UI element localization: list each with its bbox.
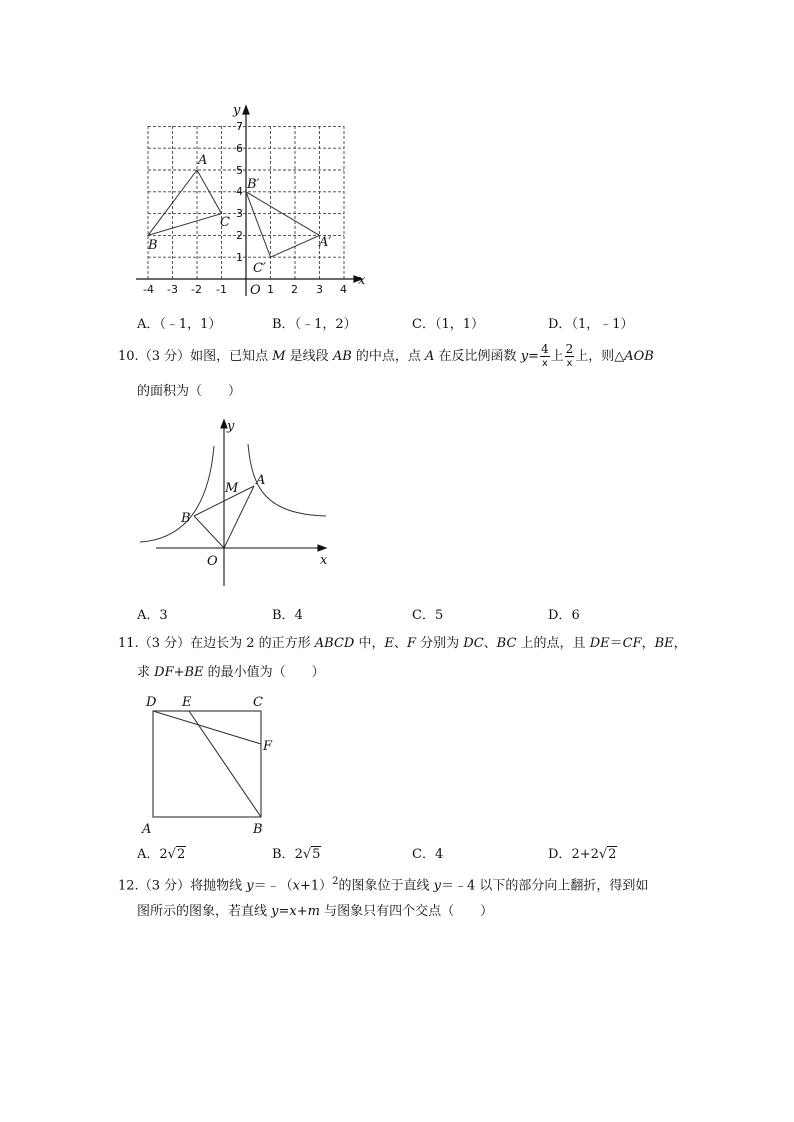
math-op: + (296, 904, 308, 919)
q11-option-a[interactable]: A．2√2 (137, 847, 186, 862)
question-number: 11. (118, 636, 139, 651)
option-text: （﹣1，2） (294, 317, 357, 332)
stem-text: 、 (393, 636, 407, 651)
q9-xtick: 1 (267, 283, 274, 296)
option-letter: A． (137, 608, 160, 623)
math-var: DE (589, 636, 610, 651)
q10-point-m-label: M (225, 481, 239, 496)
option-text: 4 (294, 608, 303, 623)
q11-point-f-label: F (263, 739, 273, 754)
stem-text: 上的点，且 (516, 636, 590, 651)
math-var: ABCD (314, 636, 355, 651)
stem-text: 求 (137, 665, 155, 680)
option-text: 6 (571, 608, 580, 623)
stem-text: 是线段 (285, 349, 333, 364)
sqrt-radicand: 5 (312, 847, 321, 862)
math-var: y (520, 349, 529, 364)
question-score: （3 分） (138, 636, 191, 651)
math-var: CF (622, 636, 642, 651)
math-var: F (406, 636, 417, 651)
fraction-denominator: x (541, 358, 548, 369)
option-letter: A． (137, 317, 160, 332)
q9-y-axis-label: y (233, 103, 241, 118)
q11-stem-line1 (118, 634, 687, 654)
stem-text: ＝﹣4 以下的部分向上翻折，得到如 (441, 878, 649, 894)
option-letter: B． (272, 847, 295, 862)
math-op: ＝ (609, 636, 623, 651)
stem-text: 中， (354, 636, 385, 651)
q9-origin-label: O (250, 283, 261, 298)
option-coefficient: 2+2 (571, 847, 599, 862)
stem-text: 的最小值为（ ） (203, 665, 325, 680)
option-text: （1，﹣1） (571, 317, 634, 332)
q11-stem-line2 (137, 663, 325, 683)
q9-x-axis-label: x (358, 273, 366, 288)
math-var: y (246, 878, 254, 894)
q9-xtick: 4 (340, 283, 347, 296)
option-letter: C． (412, 847, 435, 862)
q10-hyperbola-figure (136, 414, 336, 594)
q10-point-a-label: A (256, 473, 266, 488)
stem-text: ， (673, 636, 687, 651)
math-var: E (384, 636, 394, 651)
fraction-2-over-x (565, 343, 575, 370)
option-letter: D． (548, 847, 572, 862)
math-op: = (528, 349, 539, 364)
math-var: y (271, 904, 279, 919)
math-var: y (433, 878, 441, 894)
stem-text: 的中点，点 (351, 349, 426, 364)
q9-xtick: -4 (143, 283, 154, 296)
sqrt-radicand: 2 (608, 847, 617, 862)
q9-point-b-label: B (148, 238, 158, 253)
math-var: BC (496, 636, 517, 651)
q9-ytick: 7 (236, 120, 243, 133)
option-letter: B． (272, 317, 295, 332)
q9-ytick: 3 (236, 207, 243, 220)
math-var: BE (654, 636, 674, 651)
math-var: AOB (624, 349, 654, 364)
stem-text: 的图象位于直线 (338, 878, 434, 894)
question-number: 12. (118, 878, 139, 894)
q9-ytick: 2 (236, 229, 243, 242)
fraction-numerator: 4 (540, 342, 549, 356)
q10-origin-label: O (207, 554, 218, 569)
option-coefficient: 2 (159, 847, 168, 862)
q11-option-c[interactable] (412, 843, 443, 862)
math-var: AB (332, 349, 352, 364)
q10-stem-line1 (118, 343, 654, 370)
math-var: A (425, 349, 435, 364)
q12-stem-line2 (137, 902, 493, 922)
option-letter: C． (412, 317, 435, 332)
option-text: 3 (159, 608, 168, 623)
q9-point-b-prime-label: B′ (247, 177, 260, 192)
q11-option-d[interactable]: D．2+2√2 (548, 847, 617, 862)
q11-point-d-label: D (146, 695, 157, 710)
fraction-numerator: 2 (565, 342, 574, 356)
fraction-4-over-x (540, 343, 550, 370)
option-text: 5 (434, 608, 444, 623)
q10-option-c[interactable] (412, 604, 443, 623)
option-letter: C． (412, 608, 435, 623)
q9-ytick: 6 (236, 142, 243, 155)
question-number: 10. (118, 349, 139, 364)
option-letter: B． (272, 608, 295, 623)
stem-text: 图所示的图象，若直线 (137, 904, 272, 919)
stem-text: 如图，已知点 (190, 349, 273, 364)
math-var: DC (463, 636, 484, 651)
question-score: （3 分） (138, 349, 191, 364)
q11-option-b[interactable]: B．2√5 (272, 847, 321, 862)
q9-xtick: -2 (191, 283, 202, 296)
q11-square-figure (136, 690, 286, 840)
option-letter: D． (548, 317, 572, 332)
stem-text: 与图象只有四个交点（ ） (319, 904, 494, 919)
sqrt-radicand: 2 (176, 847, 186, 862)
q11-point-b-label: B (253, 822, 263, 837)
q9-xtick: -1 (216, 283, 227, 296)
q9-ytick: 4 (236, 185, 243, 198)
math-op: +1） (299, 878, 333, 894)
option-text: （﹣1，1） (159, 317, 222, 332)
q9-point-a-label: A (198, 153, 208, 168)
q12-stem-line1 (118, 872, 648, 896)
stem-text: 上，则△ (575, 349, 625, 364)
stem-text: 在反比例函数 (434, 349, 521, 364)
q9-coordinate-grid-figure (136, 100, 376, 300)
stem-text: ， (641, 636, 655, 651)
q11-point-e-label: E (182, 695, 192, 710)
q9-option-a[interactable] (137, 313, 221, 332)
stem-text: 、 (483, 636, 497, 651)
question-score: （3 分） (138, 878, 191, 894)
math-var: M (272, 349, 286, 364)
math-var: m (307, 904, 320, 919)
q9-option-b[interactable] (272, 313, 357, 332)
q9-ytick: 1 (236, 251, 243, 264)
q10-x-axis-label: x (320, 553, 328, 568)
q11-point-a-label: A (142, 822, 152, 837)
q9-xtick: 2 (291, 283, 298, 296)
math-exponent: 2 (332, 876, 339, 887)
math-var: x (289, 904, 297, 919)
q10-point-b-label: B (181, 511, 191, 526)
q11-point-c-label: C (253, 695, 263, 710)
stem-text: 上 (550, 349, 564, 364)
q9-xtick: 3 (316, 283, 323, 296)
math-op: ＝﹣（ (253, 878, 293, 894)
q10-option-a[interactable] (137, 604, 168, 623)
stem-text: 将抛物线 (190, 878, 247, 894)
fraction-denominator: x (566, 358, 573, 369)
q9-ytick: 5 (236, 164, 243, 177)
q9-option-c[interactable] (412, 313, 484, 332)
math-op: = (278, 904, 290, 919)
option-text: 4 (434, 847, 444, 862)
q9-point-c-prime-label: C′ (253, 261, 266, 276)
math-var: DF+BE (154, 665, 204, 680)
q9-xtick: -3 (167, 283, 178, 296)
stem-text: 分别为 (416, 636, 464, 651)
stem-text: 在边长为 2 的正方形 (190, 636, 315, 651)
q10-option-d[interactable] (548, 604, 580, 623)
option-text: （1，1） (434, 317, 484, 332)
option-letter: D． (548, 608, 572, 623)
q9-point-a-prime-label: A′ (319, 235, 332, 250)
q9-option-d[interactable] (548, 313, 633, 332)
q10-stem-line2: 的面积为（ ） (137, 384, 242, 399)
option-letter: A． (137, 847, 160, 862)
q9-point-c-label: C (220, 215, 230, 230)
q10-y-axis-label: y (227, 419, 235, 434)
math-var: x (292, 878, 300, 894)
q10-option-b[interactable] (272, 604, 303, 623)
option-coefficient: 2 (294, 847, 303, 862)
